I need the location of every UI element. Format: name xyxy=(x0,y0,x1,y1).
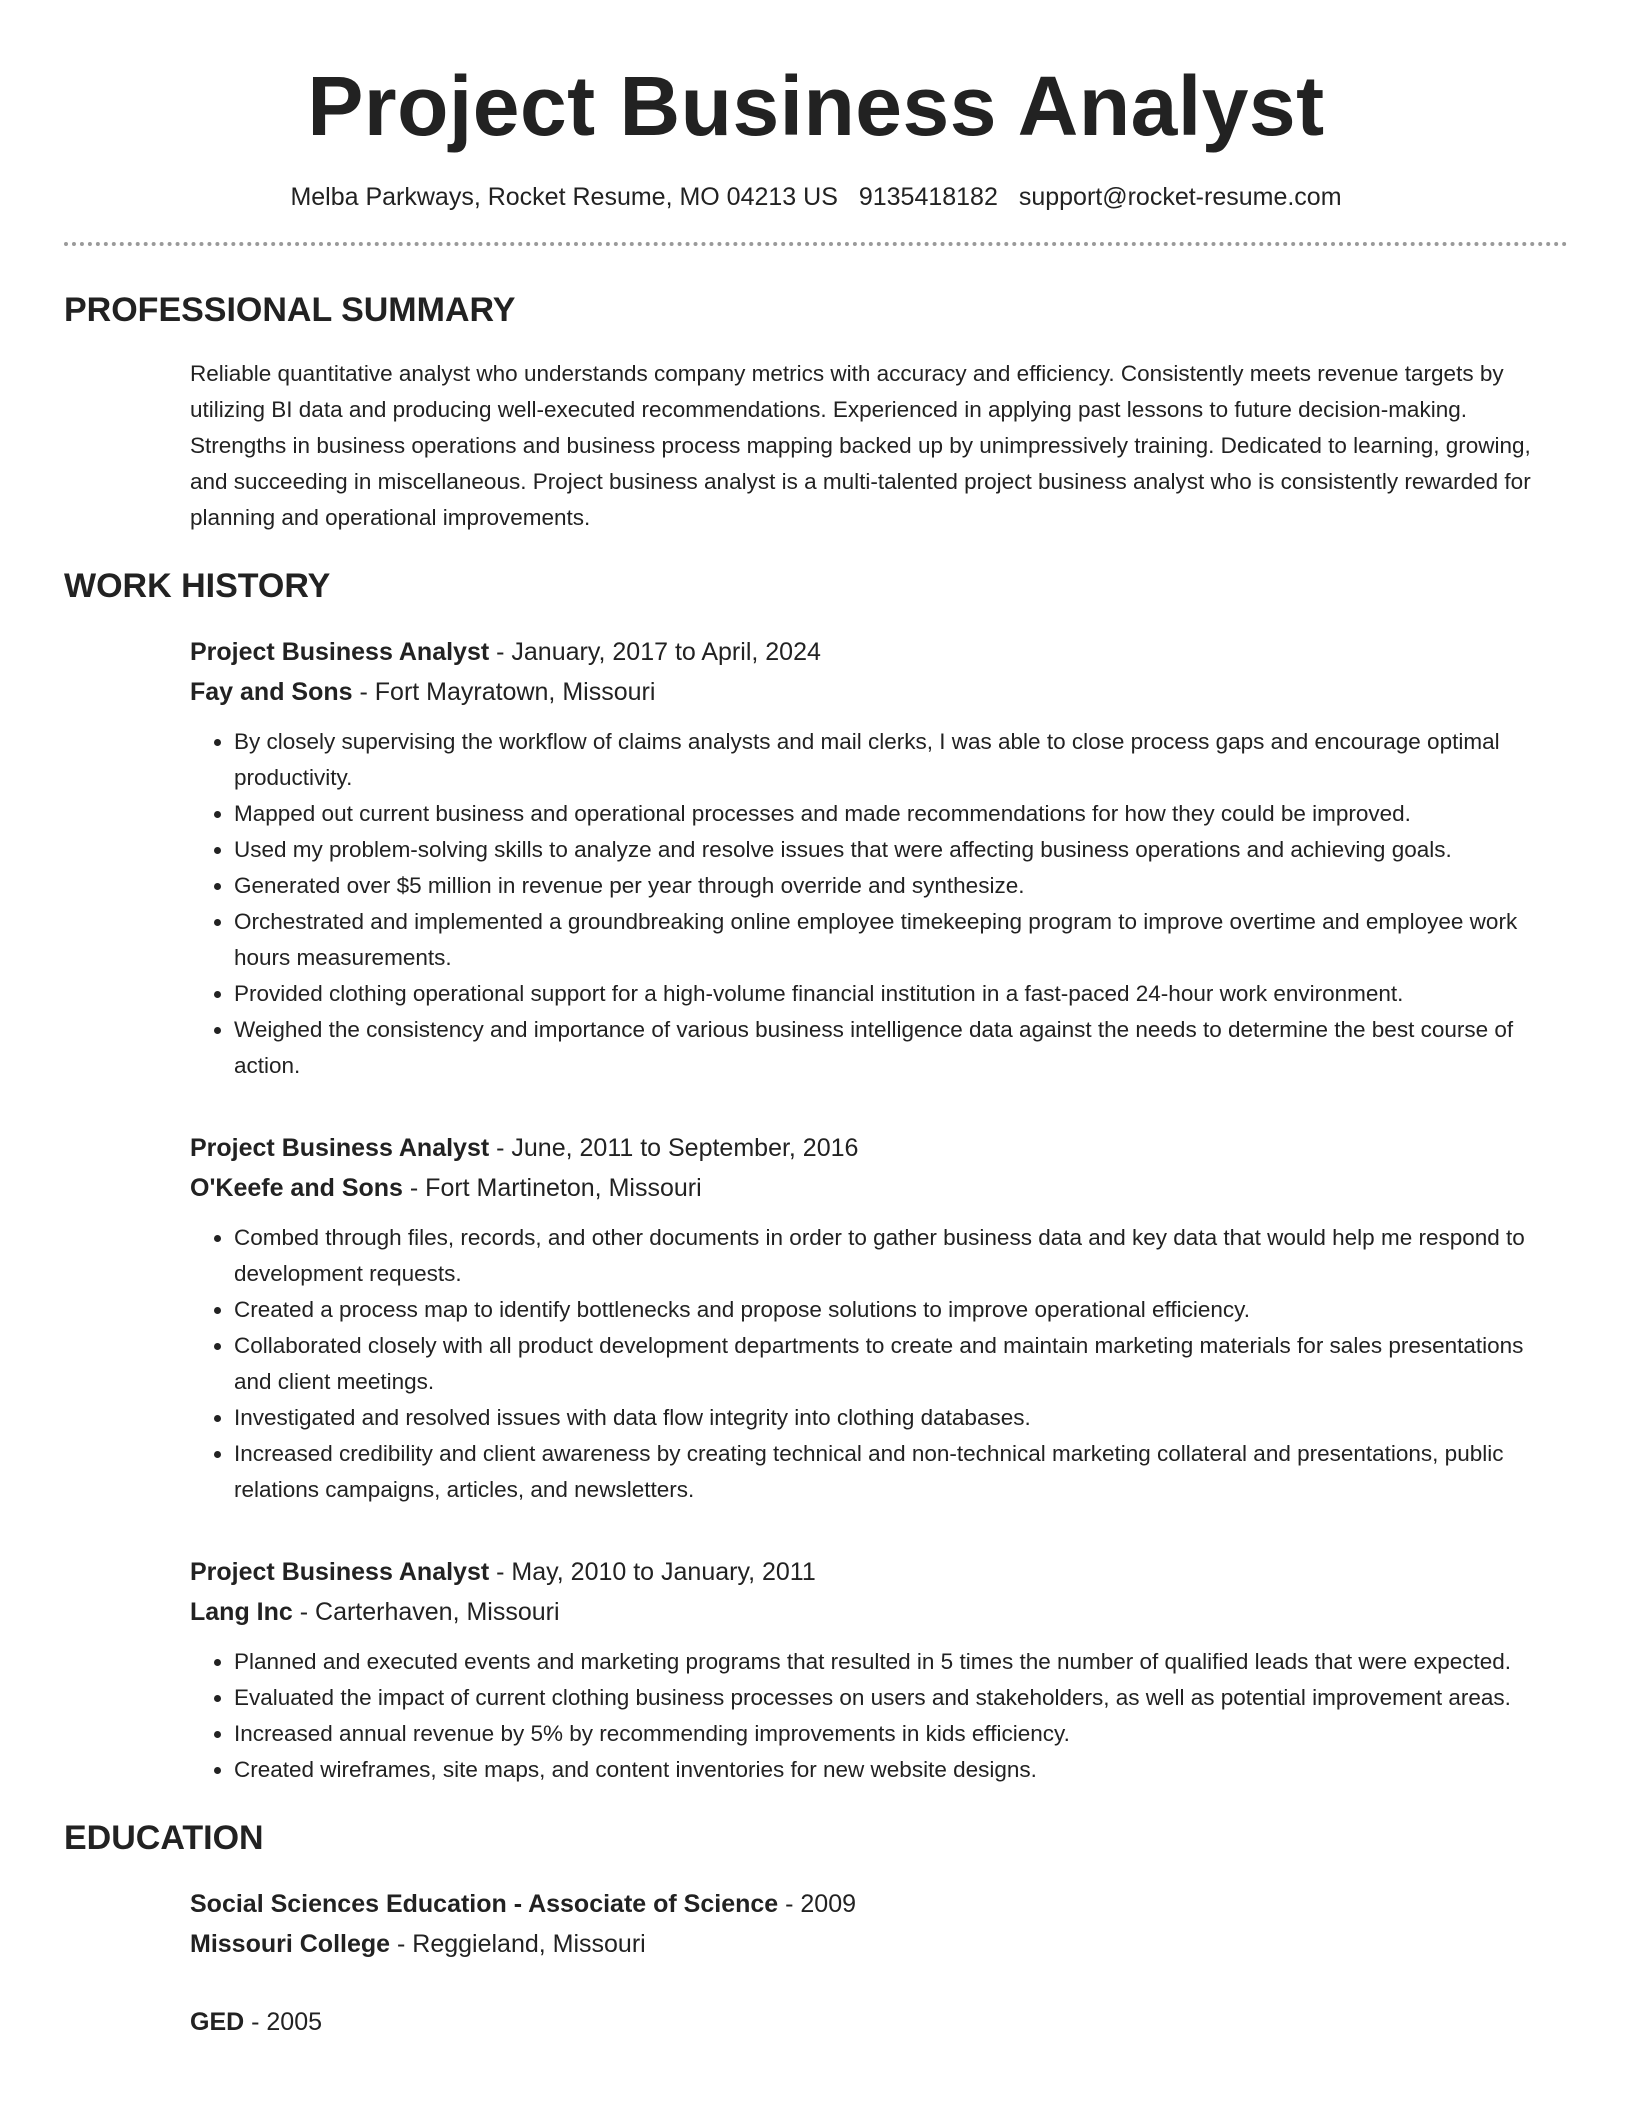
resume-header xyxy=(64,0,1568,214)
list-item: • Weighed the consistency and importance of various business intelligence data against the needs to determine the best course of action. xyxy=(234,1012,1552,1084)
list-item: • Created a process map to identify bottlenecks and propose solutions to improve operational efficiency. xyxy=(234,1292,1552,1328)
education-school: Missouri College xyxy=(190,1930,391,1958)
job-role-line xyxy=(190,1552,1552,1592)
list-item: • Generated over $5 million in revenue per year through override and synthesize. xyxy=(234,868,1552,904)
education-degree-line xyxy=(190,1884,1552,1924)
education-year: - 2005 xyxy=(244,2008,323,2036)
work-history-section xyxy=(64,566,1568,1788)
education-entry xyxy=(190,2002,1552,2042)
job-role-line xyxy=(190,1128,1552,1168)
job-dates: - January, 2017 to April, 2024 xyxy=(489,638,821,666)
list-item: • Increased credibility and client awareness by creating technical and non-technical marketing collateral and presentations, public relations campaigns, articles, and newsletters. xyxy=(234,1436,1552,1508)
summary-section xyxy=(64,290,1568,536)
contact-phone: 9135418182 xyxy=(858,183,998,211)
summary-text: Reliable quantitative analyst who understands company metrics with accuracy and efficiency. Consistently meets revenue targets by utilizing BI data and producing well-executed recommendations. Experienced in applying past lessons to future decision-making. Strengths in business operations and business process mapping backed up by unimpressively training. Dedicated to learning, growing, and succeeding in miscellaneous. Project business analyst is a multi-talented project business analyst who is consistently rewarded for planning and operational improvements. xyxy=(190,361,1531,530)
list-item: • Collaborated closely with all product development departments to create and maintain marketing materials for sales presentations and client meetings. xyxy=(234,1328,1552,1400)
education-degree-line xyxy=(190,2002,1552,2042)
job-dates: - June, 2011 to September, 2016 xyxy=(489,1134,859,1162)
job-role-line xyxy=(190,632,1552,672)
job-role: Project Business Analyst xyxy=(190,1558,490,1586)
education-degree: GED xyxy=(190,2008,245,2036)
education-title: EDUCATION xyxy=(64,1819,264,1857)
list-item: • Used my problem-solving skills to analyze and resolve issues that were affecting business operations and achieving goals. xyxy=(234,832,1552,868)
job-location: - Fort Mayratown, Missouri xyxy=(352,678,656,706)
education-location: - Reggieland, Missouri xyxy=(390,1930,646,1958)
job-entry xyxy=(190,632,1552,1084)
education-entry xyxy=(190,1884,1552,1964)
job-company: O'Keefe and Sons xyxy=(190,1174,403,1202)
job-company-line xyxy=(190,1592,1552,1632)
job-company-line xyxy=(190,1168,1552,1208)
list-item: • Investigated and resolved issues with data flow integrity into clothing databases. xyxy=(234,1400,1552,1436)
list-item: • Provided clothing operational support for a high-volume financial institution in a fast-paced 24-hour work environment. xyxy=(234,976,1552,1012)
header-divider xyxy=(64,242,1568,246)
job-entry xyxy=(190,1128,1552,1508)
list-item: • Mapped out current business and operational processes and made recommendations for how they could be improved. xyxy=(234,796,1552,832)
summary-title: PROFESSIONAL SUMMARY xyxy=(64,291,516,329)
list-item: • Created wireframes, site maps, and content inventories for new website designs. xyxy=(234,1752,1552,1788)
job-role: Project Business Analyst xyxy=(190,1134,490,1162)
education-year: - 2009 xyxy=(778,1890,857,1918)
contact-line xyxy=(64,180,1568,214)
candidate-name: Project Business Analyst xyxy=(307,59,1325,153)
contact-address: Melba Parkways, Rocket Resume, MO 04213 US xyxy=(290,183,838,211)
job-bullets xyxy=(234,1220,1552,1508)
education-degree: Social Sciences Education - Associate of Science xyxy=(190,1890,779,1918)
list-item: • Planned and executed events and marketing programs that resulted in 5 times the number of qualified leads that were expected. xyxy=(234,1644,1552,1680)
list-item: • Combed through files, records, and other documents in order to gather business data and key data that would help me respond to development requests. xyxy=(234,1220,1552,1292)
job-location: - Carterhaven, Missouri xyxy=(292,1598,560,1626)
job-bullets xyxy=(234,1644,1552,1788)
list-item: • By closely supervising the workflow of claims analysts and mail clerks, I was able to close process gaps and encourage optimal productivity. xyxy=(234,724,1552,796)
list-item: • Orchestrated and implemented a groundbreaking online employee timekeeping program to improve overtime and employee work hours measurements. xyxy=(234,904,1552,976)
education-school-line xyxy=(190,1924,1552,1964)
job-company: Lang Inc xyxy=(190,1598,293,1626)
work-history-title: WORK HISTORY xyxy=(64,567,331,605)
job-company-line xyxy=(190,672,1552,712)
job-role: Project Business Analyst xyxy=(190,638,490,666)
education-section xyxy=(64,1818,1568,2042)
job-company: Fay and Sons xyxy=(190,678,353,706)
job-location: - Fort Martineton, Missouri xyxy=(402,1174,702,1202)
list-item: • Evaluated the impact of current clothing business processes on users and stakeholders, as well as potential improvement areas. xyxy=(234,1680,1552,1716)
job-dates: - May, 2010 to January, 2011 xyxy=(489,1558,816,1586)
job-entry xyxy=(190,1552,1552,1788)
contact-email: support@rocket-resume.com xyxy=(1018,183,1342,211)
list-item: • Increased annual revenue by 5% by recommending improvements in kids efficiency. xyxy=(234,1716,1552,1752)
job-bullets xyxy=(234,724,1552,1084)
